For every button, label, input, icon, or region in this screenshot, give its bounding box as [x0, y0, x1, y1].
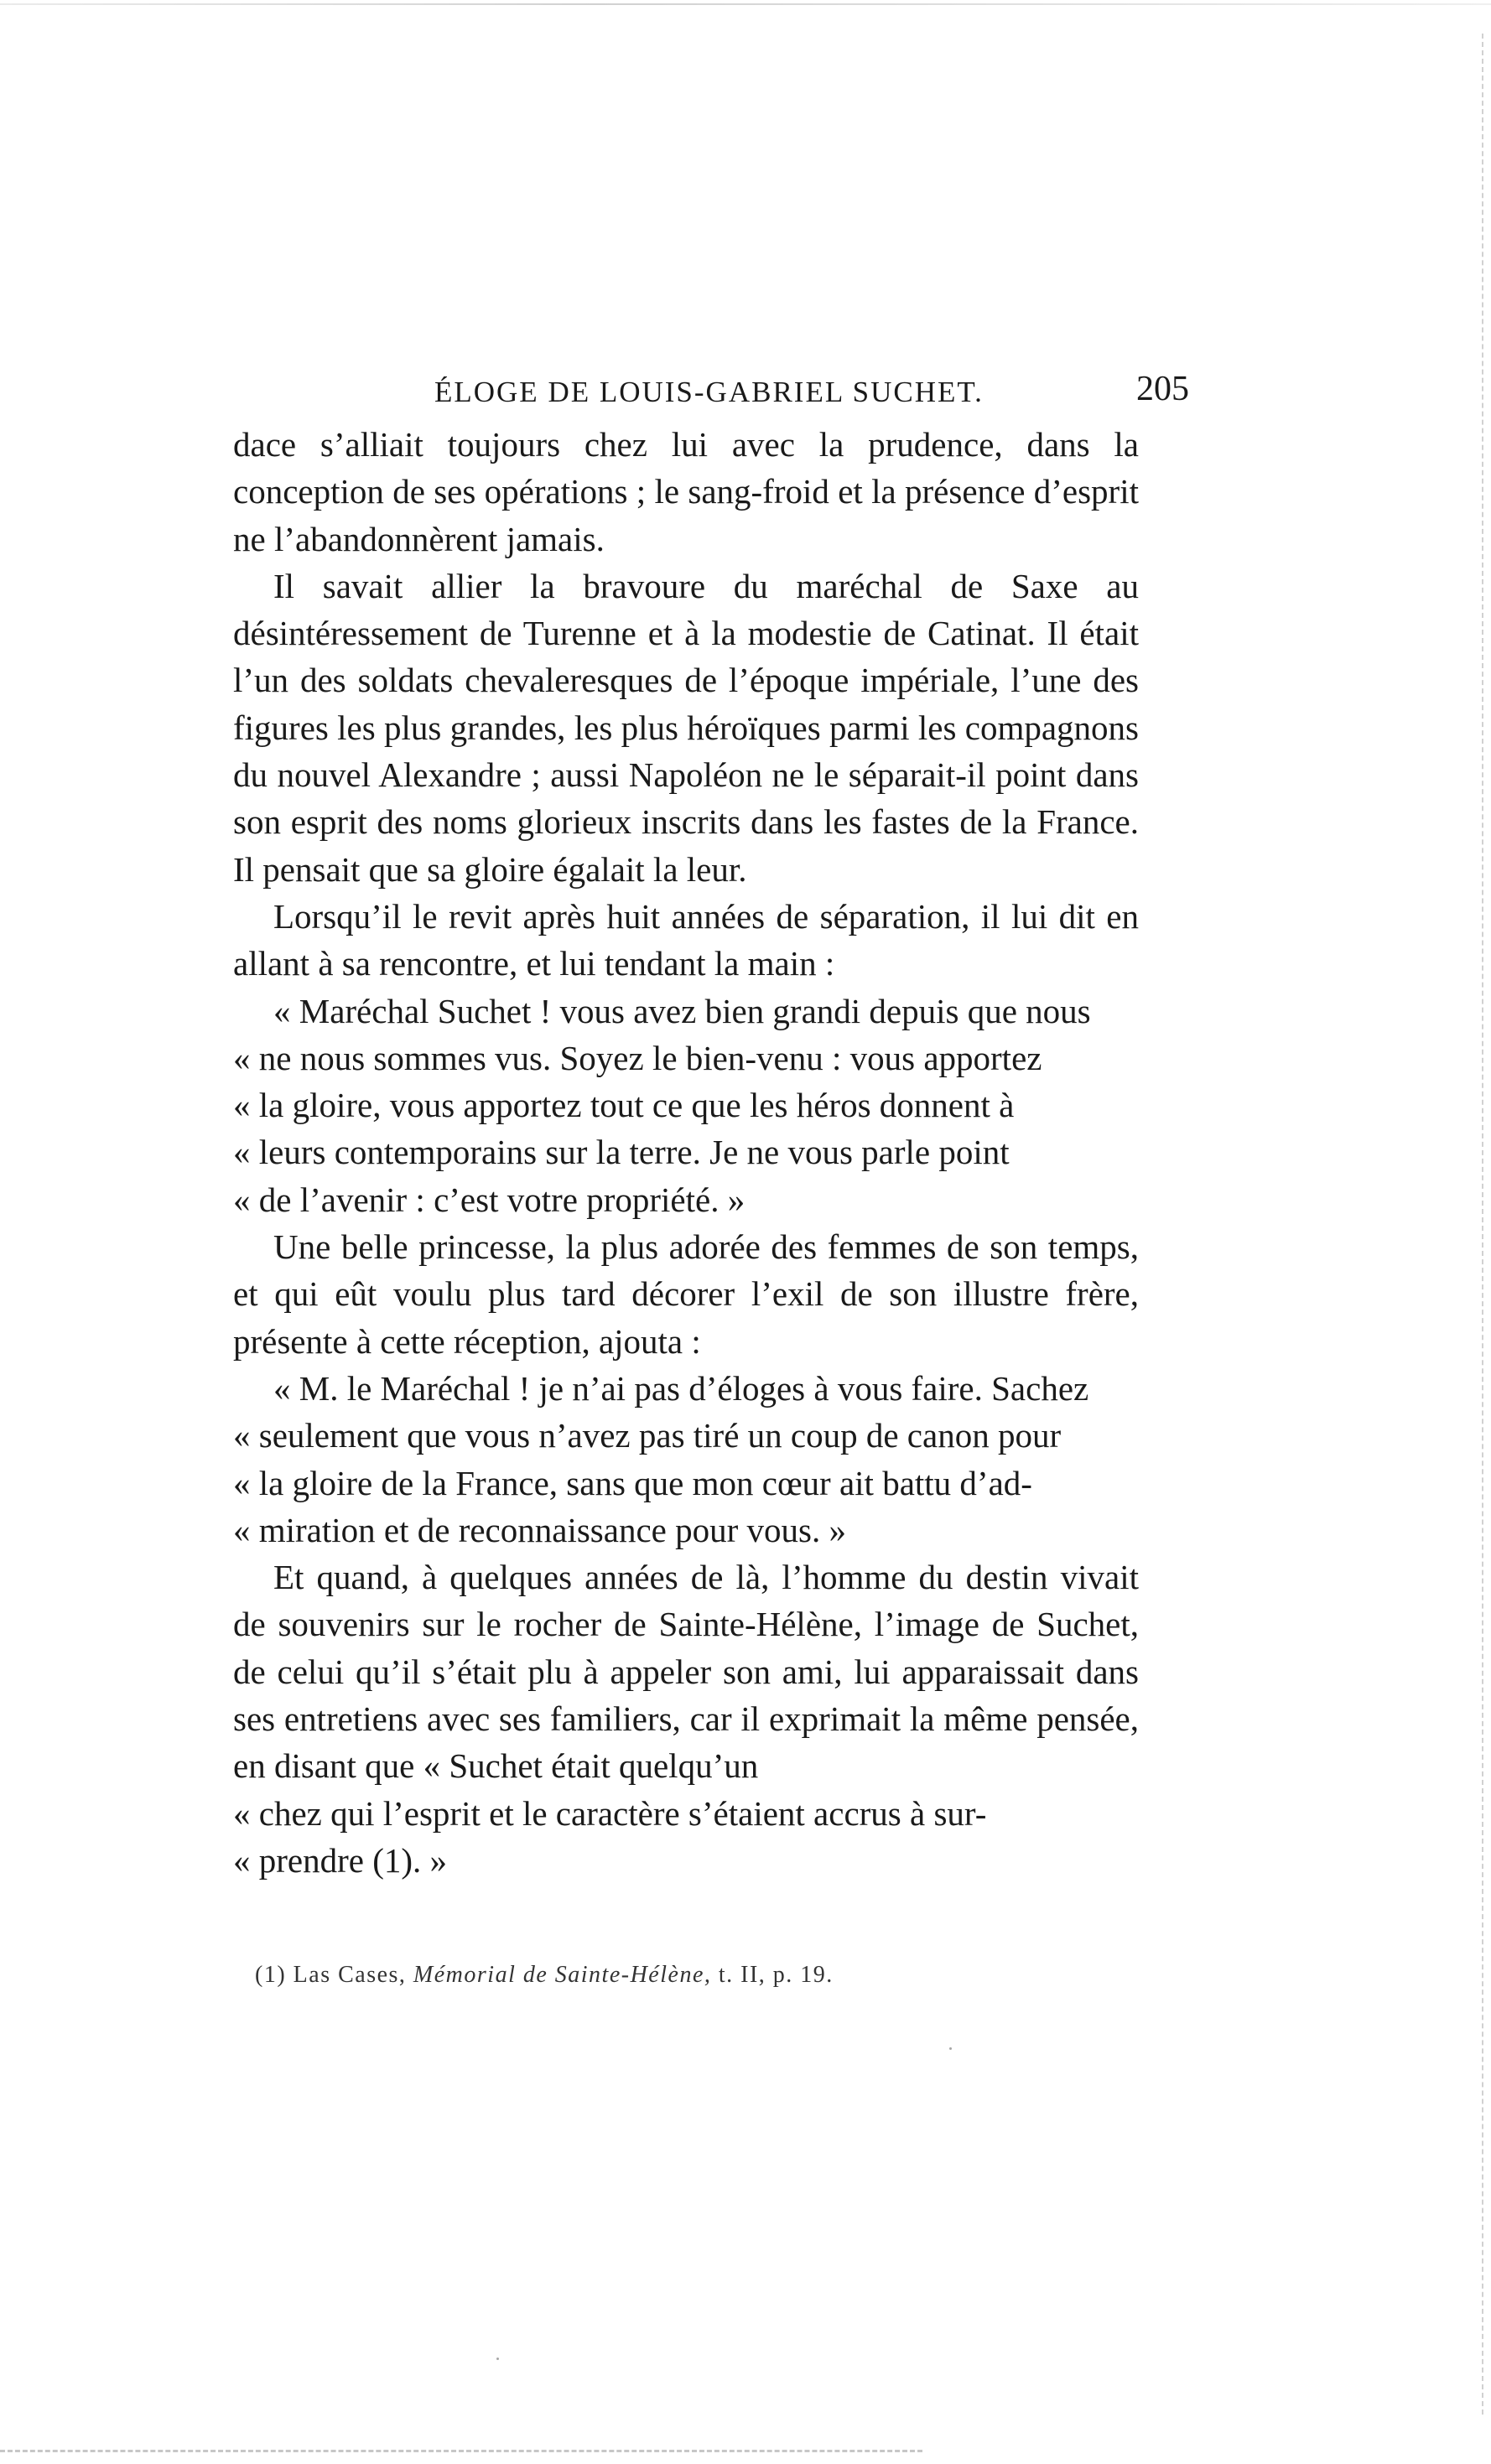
quote-line: « ne nous sommes vus. Soyez le bien-venu : vous apportez: [233, 1038, 1042, 1077]
quote-line: « chez qui l’esprit et le caractère s’étaient accrus à sur-: [233, 1793, 987, 1833]
scan-edge-top: [0, 3, 1491, 5]
quote-line: « la gloire, vous apportez tout ce que les héros donnent à: [233, 1086, 1015, 1125]
footnote-author: Las Cases,: [293, 1962, 407, 1988]
paragraph-4: Une belle princesse, la plus adorée des femmes de son temps, et qui eût voulu plus tard décorer l’exil de son illustre frère, présente à cette réception, ajouta :: [233, 1227, 1139, 1361]
quote-sainte-helene: [233, 1790, 1139, 1885]
scan-edge-bottom: [0, 2450, 922, 2452]
quote-line: « miration et de reconnaissance pour vous. »: [233, 1510, 846, 1549]
footnote-ref: t. II, p. 19.: [718, 1962, 834, 1988]
quote-line: « Maréchal Suchet ! vous avez bien grandi depuis que nous: [273, 991, 1091, 1030]
quote-princess: [233, 1365, 1139, 1554]
scan-speck: [496, 2358, 499, 2360]
running-head: [233, 369, 1189, 416]
scan-edge-right: [1482, 34, 1483, 2415]
footnote: [255, 1962, 1144, 1989]
quote-line: « leurs contemporains sur la terre. Je ne vous parle point: [233, 1133, 1010, 1172]
running-title: ÉLOGE DE LOUIS-GABRIEL SUCHET.: [434, 376, 984, 408]
paragraph-5: Et quand, à quelques années de là, l’homme du destin vivait de souvenirs sur le rocher de Sainte-Hélène, l’image de Suchet, de celui qu’il s’était plu à appeler son ami, lui apparaissait dans ses entretiens avec ses familiers, car il exprimait la même pensée, en disant que « Suchet était quelqu’un: [233, 1558, 1139, 1786]
paragraph-3: Lorsqu’il le revit après huit années de séparation, il lui dit en allant à sa rencontre, et lui tendant la main :: [233, 896, 1139, 983]
footnote-marker: (1): [255, 1962, 287, 1988]
quote-napoleon: [233, 988, 1139, 1223]
quote-line: « seulement que vous n’avez pas tiré un coup de canon pour: [233, 1416, 1062, 1455]
page-number: 205: [1136, 370, 1189, 408]
footnote-work: Mémorial de Sainte-Hélène,: [413, 1962, 712, 1988]
paragraph-2: Il savait allier la bravoure du maréchal de Saxe au désintéressement de Turenne et à la modestie de Catinat. Il était l’un des soldats chevaleresques de l’époque impériale, l’une des figures les plus grandes, les plus héroïques parmi les compagnons du nouvel Alexandre ; aussi Napoléon ne le séparait-il point dans son esprit des noms glorieux inscrits dans les fastes de la France. Il pensait que sa gloire égalait la leur.: [233, 566, 1139, 889]
paragraph-1: dace s’alliait toujours chez lui avec la prudence, dans la conception de ses opérations ; le sang-froid et la présence d’esprit ne l’abandonnèrent jamais.: [233, 425, 1139, 558]
scan-speck: [949, 2047, 952, 2050]
quote-line: « la gloire de la France, sans que mon cœur ait battu d’ad-: [233, 1463, 1032, 1502]
main-text: [233, 421, 1139, 1884]
quote-line: « M. le Maréchal ! je n’ai pas d’éloges à vous faire. Sachez: [273, 1368, 1089, 1408]
quote-line: « prendre (1). »: [233, 1840, 448, 1880]
quote-line: « de l’avenir : c’est votre propriété. »: [233, 1180, 746, 1219]
